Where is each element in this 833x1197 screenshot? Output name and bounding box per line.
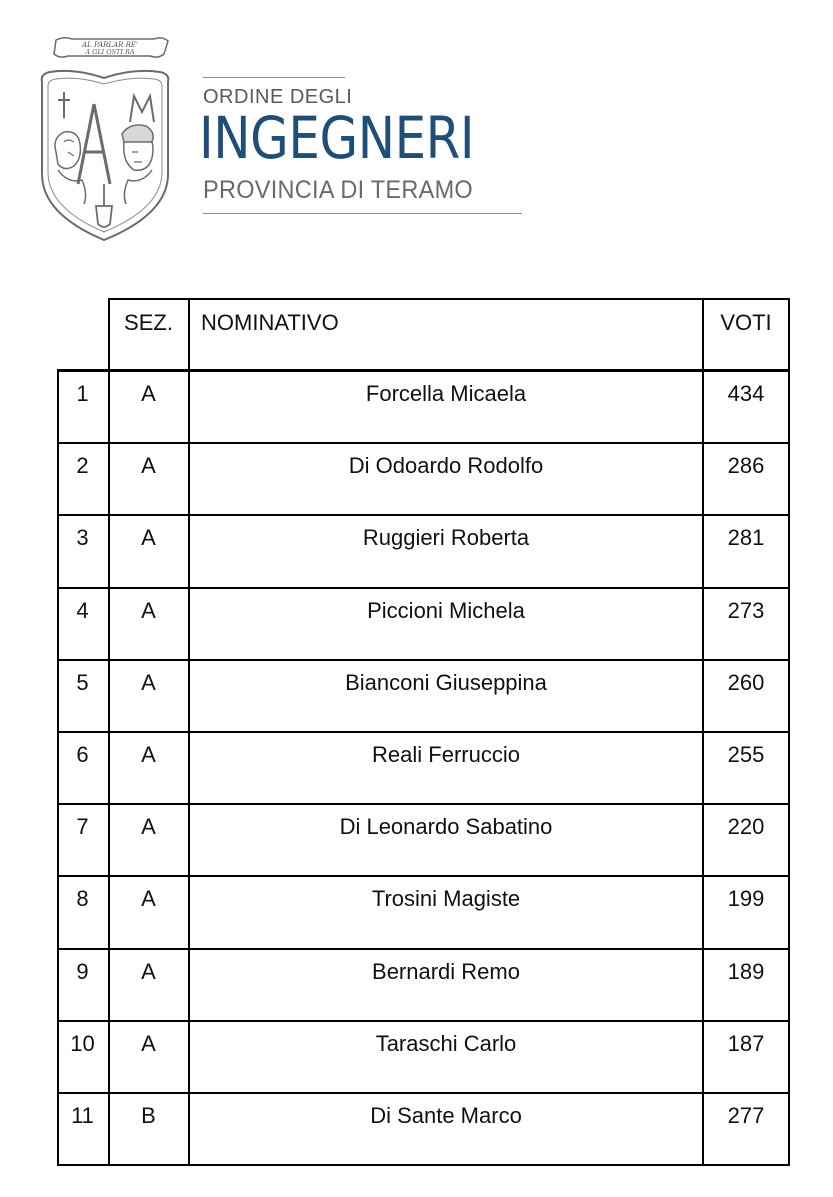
table-row (57, 514, 790, 586)
row-name: Bernardi Remo (372, 958, 520, 984)
row-section: A (141, 814, 156, 840)
table-row (57, 803, 790, 875)
row-votes: 277 (727, 1103, 765, 1128)
row-votes: 255 (727, 742, 765, 767)
row-section: A (141, 1030, 156, 1056)
row-section: A (141, 669, 156, 695)
table-row (57, 948, 790, 1020)
table-gridline (57, 587, 790, 589)
row-section: A (141, 886, 156, 912)
row-section: A (141, 525, 156, 551)
table-row (57, 875, 790, 947)
table-row (57, 1020, 790, 1092)
table-row (57, 587, 790, 659)
table-gridline (57, 1164, 790, 1166)
row-name: Bianconi Giuseppina (345, 669, 547, 695)
row-section: A (141, 958, 156, 984)
svg-text:A GLI OSTI RA: A GLI OSTI RA (85, 48, 135, 56)
row-name: Di Odoardo Rodolfo (348, 453, 544, 479)
row-number: 4 (76, 597, 89, 623)
row-name: Piccioni Michela (367, 597, 525, 623)
row-votes: 281 (727, 525, 765, 551)
table-gridline (702, 370, 704, 1164)
table-gridline (57, 442, 790, 444)
row-section: A (141, 742, 156, 767)
table-gridline (188, 298, 190, 370)
row-name: Di Sante Marco (370, 1103, 522, 1128)
table-gridline (57, 803, 790, 805)
row-votes: 199 (727, 886, 765, 912)
row-section: A (141, 453, 156, 479)
header-rule-top (203, 77, 345, 78)
table-row (57, 442, 790, 514)
table-row (57, 370, 790, 442)
table-gridline (57, 369, 790, 372)
table-gridline (108, 370, 110, 1164)
table-gridline (788, 298, 790, 370)
row-number: 3 (76, 525, 89, 551)
row-votes: 189 (727, 958, 765, 984)
row-number: 6 (76, 742, 89, 767)
table-header-row (57, 298, 790, 370)
row-number: 9 (76, 958, 89, 984)
row-name: Forcella Micaela (365, 381, 527, 406)
row-section: A (141, 597, 156, 623)
table-gridline (188, 370, 190, 1164)
table-gridline (108, 298, 790, 300)
svg-text:AL PARLAR RE': AL PARLAR RE' (82, 41, 138, 49)
row-section: B (141, 1103, 156, 1128)
table-gridline (57, 659, 790, 661)
table-row (57, 1092, 790, 1164)
row-votes: 273 (727, 597, 765, 623)
row-number: 8 (76, 886, 89, 912)
row-votes: 434 (727, 381, 765, 406)
row-votes: 187 (727, 1030, 765, 1056)
row-section: A (141, 381, 156, 406)
table-gridline (57, 948, 790, 950)
table-gridline (57, 875, 790, 877)
table-gridline (788, 370, 790, 1166)
row-number: 11 (71, 1103, 94, 1128)
org-line-2: INGEGNERI (199, 104, 475, 172)
header-voti: VOTI (720, 310, 772, 335)
row-number: 1 (76, 381, 89, 406)
table-gridline (702, 298, 704, 370)
table-gridline (57, 731, 790, 733)
row-number: 2 (76, 453, 89, 479)
table-row (57, 659, 790, 731)
table-gridline (57, 1092, 790, 1094)
row-votes: 220 (727, 814, 765, 840)
row-name: Reali Ferruccio (372, 742, 520, 767)
row-name: Ruggieri Roberta (362, 525, 530, 551)
crest-logo (34, 34, 176, 244)
row-name: Di Leonardo Sabatino (339, 814, 553, 840)
table-gridline (57, 514, 790, 516)
org-line-3: PROVINCIA DI TERAMO (203, 176, 474, 204)
org-line-1: ORDINE DEGLI (203, 86, 353, 108)
row-votes: 260 (727, 669, 765, 695)
header-sez: SEZ. (124, 310, 173, 335)
table-row (57, 731, 790, 803)
header-rule-bottom (203, 213, 522, 214)
row-number: 5 (76, 669, 89, 695)
table-gridline (57, 1020, 790, 1022)
row-name: Taraschi Carlo (375, 1030, 517, 1056)
table-gridline (108, 298, 110, 370)
row-number: 10 (70, 1030, 95, 1056)
row-number: 7 (76, 814, 89, 840)
row-votes: 286 (727, 453, 765, 479)
row-name: Trosini Magiste (371, 886, 521, 912)
table-gridline (57, 370, 59, 1166)
header-nominativo: NOMINATIVO (201, 310, 339, 335)
